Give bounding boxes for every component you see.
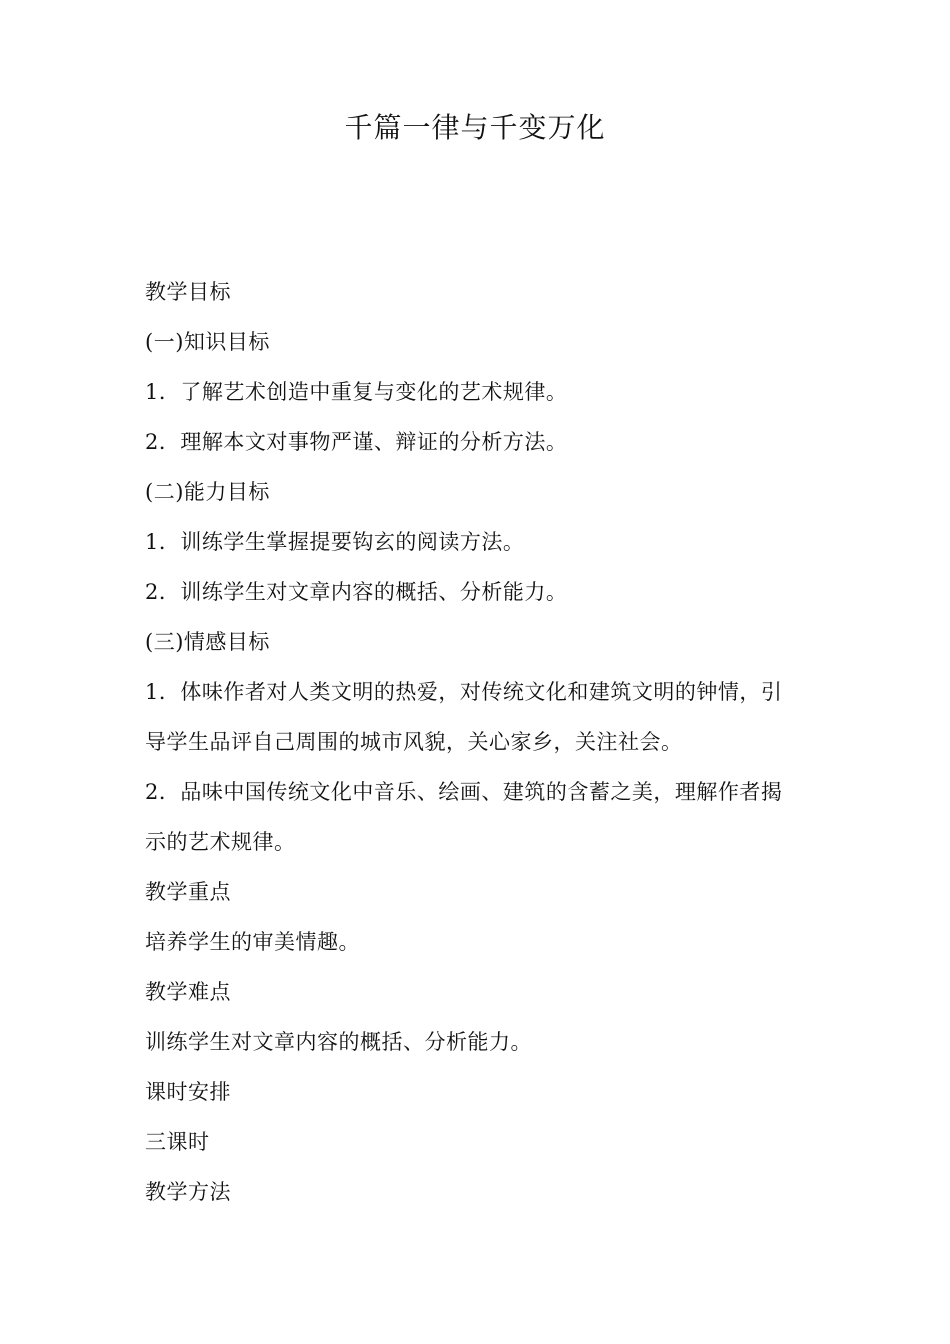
document-title: 千篇一律与千变万化 (344, 111, 606, 144)
section-heading-teaching-goals: 教学目标 (145, 280, 231, 304)
paragraph-line: 1．体味作者对人类文明的热爱，对传统文化和建筑文明的钟情，引 (145, 680, 783, 704)
section-heading-difficulties: 教学难点 (145, 980, 231, 1004)
subheading-emotion-goals: (三)情感目标 (145, 630, 270, 654)
paragraph-line: 训练学生对文章内容的概括、分析能力。 (145, 1030, 532, 1054)
paragraph-line: 2．理解本文对事物严谨、辩证的分析方法。 (145, 430, 568, 454)
paragraph-line: 2．训练学生对文章内容的概括、分析能力。 (145, 580, 568, 604)
subheading-ability-goals: (二)能力目标 (145, 480, 270, 504)
paragraph-line: 2．品味中国传统文化中音乐、绘画、建筑的含蓄之美，理解作者揭 (145, 780, 783, 804)
paragraph-line: 示的艺术规律。 (145, 830, 296, 854)
section-heading-methods: 教学方法 (145, 1180, 231, 1204)
paragraph-line: 1．了解艺术创造中重复与变化的艺术规律。 (145, 380, 568, 404)
section-heading-schedule: 课时安排 (145, 1080, 231, 1104)
section-heading-key-points: 教学重点 (145, 880, 231, 904)
paragraph-line: 1．训练学生掌握提要钩玄的阅读方法。 (145, 530, 525, 554)
paragraph-line: 三课时 (145, 1130, 210, 1154)
document-body (145, 267, 815, 1217)
paragraph-line: 培养学生的审美情趣。 (145, 930, 360, 954)
subheading-knowledge-goals: (一)知识目标 (145, 330, 270, 354)
paragraph-line: 导学生品评自己周围的城市风貌，关心家乡，关注社会。 (145, 730, 683, 754)
